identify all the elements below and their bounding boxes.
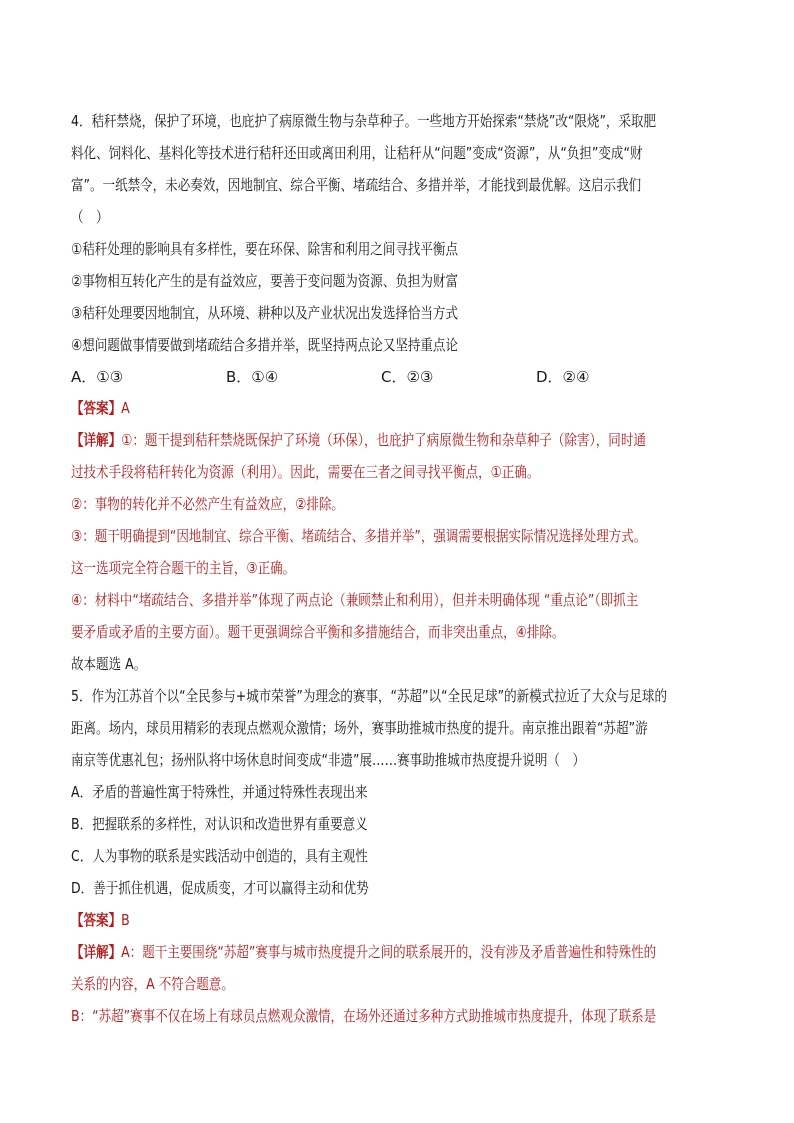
detail-text: A：题干主要围绕“苏超”赛事与城市热度提升之间的联系展开的，没有涉及矛盾普遍性和特殊性的 xyxy=(121,943,657,961)
q4-detail-line-6: ④：材料中“堵疏结合、多措并举”体现了两点论（兼顾禁止和利用），但并未明确体现 “重点论”（即抓主 xyxy=(71,591,639,609)
answer-tag: 【答案】 xyxy=(71,399,122,417)
q4-detail-line-1 xyxy=(71,430,734,450)
q4-item-2: ②事物相互转化产生的是有益效应，要善于变问题为资源、负担为财富 xyxy=(71,272,458,290)
q4-stem-line-1: 4．秸秆禁烧，保护了环境，也庇护了病原微生物与杂草种子。一些地方开始探索“禁烧”改“限烧”，采取肥 xyxy=(71,112,657,130)
q5-answer xyxy=(71,910,734,930)
q4-option-a: A．①③ xyxy=(71,368,124,386)
answer-value: B xyxy=(121,911,130,929)
q4-detail-line-3: ②：事物的转化并不必然产生有益效应，②排除。 xyxy=(71,495,344,513)
q5-detail-line-3: B：“苏超”赛事不仅在场上有球员点燃观众激情，在场外还通过多种方式助推城市热度提升，体现了联系是 xyxy=(71,1007,657,1025)
q5-detail-line-1 xyxy=(71,942,734,962)
detail-tag: 【详解】 xyxy=(71,431,122,449)
q4-answer xyxy=(71,398,734,418)
q4-detail-line-2: 过技术手段将秸秆转化为资源（利用）。因此，需要在三者之间寻找平衡点，①正确。 xyxy=(71,463,540,481)
q5-option-b: B．把握联系的多样性，对认识和改造世界有重要意义 xyxy=(71,815,368,833)
q4-detail-line-7: 要矛盾或矛盾的主要方面）。题干更强调综合平衡和多措施结合，而非突出重点，④排除。 xyxy=(71,623,565,641)
q4-detail-line-4: ③：题干明确提到“因地制宜、综合平衡、堵疏结合、多措并举”，强调需要根据实际情况选择处理方式。 xyxy=(71,527,647,545)
q5-option-d: D．善于抓住机遇，促成质变，才可以赢得主动和优势 xyxy=(71,879,369,897)
answer-value: A xyxy=(121,399,130,417)
q4-option-b: B．①④ xyxy=(226,368,279,386)
q5-option-a: A．矛盾的普遍性寓于特殊性，并通过特殊性表现出来 xyxy=(71,783,368,801)
q4-option-c: C．②③ xyxy=(381,368,434,386)
q4-option-d: D．②④ xyxy=(536,368,590,386)
q4-conclusion: 故本题选 A。 xyxy=(71,655,147,673)
q5-stem-line-2: 距离。场内，球员用精彩的表现点燃观众激情；场外，赛事助推城市热度的提升。南京推出跟着“苏超”游 xyxy=(71,719,648,737)
q4-item-4: ④想问题做事情要做到堵疏结合多措并举，既坚持两点论又坚持重点论 xyxy=(71,336,458,354)
q5-stem-line-1: 5．作为江苏首个以“全民参与+城市荣誉”为理念的赛事，“苏超”以“全民足球”的新模式拉近了大众与足球的 xyxy=(71,687,667,705)
q5-detail-line-2: 关系的内容，A 不符合题意。 xyxy=(71,975,234,993)
q4-item-3: ③秸秆处理要因地制宜，从环境、耕种以及产业状况出发选择恰当方式 xyxy=(71,304,458,322)
detail-tag: 【详解】 xyxy=(71,943,122,961)
q4-detail-line-5: 这一选项完全符合题干的主旨，③正确。 xyxy=(71,559,296,577)
q4-stem-line-3: 富”。一纸禁令，未必奏效，因地制宜、综合平衡、堵疏结合、多措并举，才能找到最优解。这启示我们 xyxy=(71,176,642,194)
q4-item-1: ①秸秆处理的影响具有多样性，要在环保、除害和利用之间寻找平衡点 xyxy=(71,240,458,258)
q4-stem-blank: （ ） xyxy=(71,208,109,226)
detail-text: ①：题干提到秸秆禁烧既保护了环境（环保），也庇护了病原微生物和杂草种子（除害），同时通 xyxy=(121,431,646,449)
q5-option-c: C．人为事物的联系是实践活动中创造的，具有主观性 xyxy=(71,847,368,865)
answer-tag: 【答案】 xyxy=(71,911,122,929)
q4-stem-line-2: 料化、饲料化、基料化等技术进行秸秆还田或离田利用，让秸秆从“问题”变成“资源”，从“负担”变成“财 xyxy=(71,144,643,162)
q5-stem-line-3: 南京等优惠礼包；扬州队将中场休息时间变成“非遗”展……赛事助推城市热度提升说明（ ） xyxy=(71,751,585,769)
